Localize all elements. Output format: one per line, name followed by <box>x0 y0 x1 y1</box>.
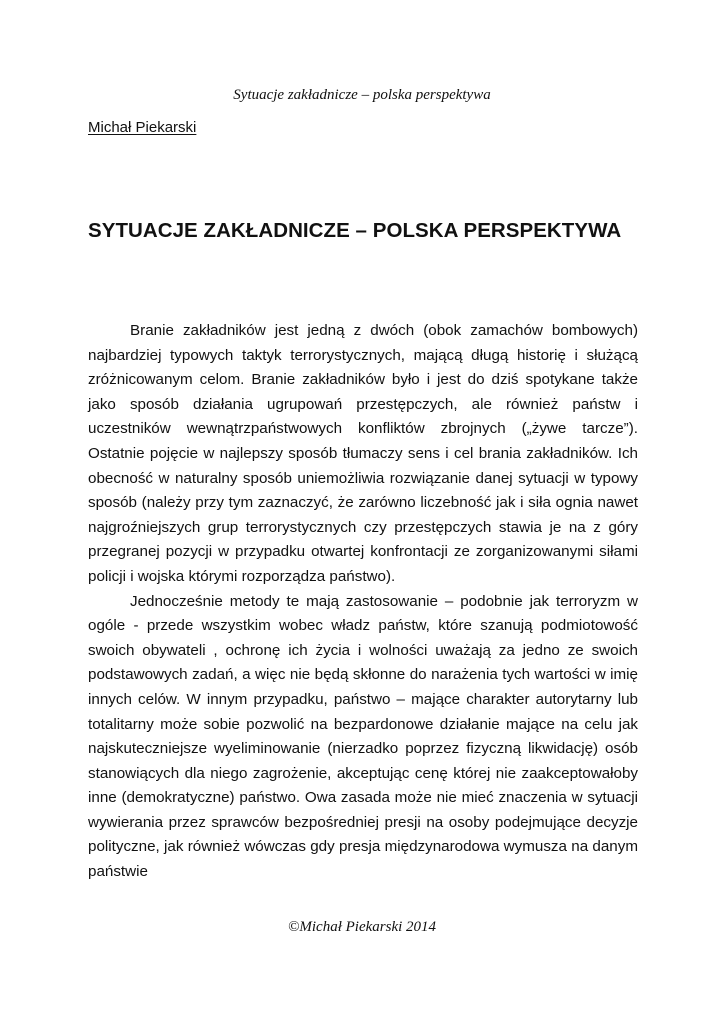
body-text <box>88 319 638 885</box>
document-title: SYTUACJE ZAKŁADNICZE – POLSKA PERSPEKTYWA <box>88 219 622 242</box>
author-name: Michał Piekarski <box>88 119 197 136</box>
paragraph-1: Branie zakładników jest jedną z dwóch (obok zamachów bombowych) najbardziej typowych taktyk terrorystycznych, mającą długą historię i służącą zróżnicowanym celom. Branie zakładników było i jest do dziś spotykane także jako sposób działania ugrupowań przestępczych, ale również państw i uczestników wewnątrzpaństwowych konfliktów zbrojnych („żywe tarcze”). Ostatnie pojęcie w najlepszy sposób tłumaczy sens i cel brania zakładników. Ich obecność w naturalny sposób uniemożliwia rozwiązanie danej sytuacji w typowy sposób (należy przy tym zaznaczyć, że zarówno liczebność jak i siła ognia nawet najgroźniejszych grup terrorystycznych czy przestępczych stawia je na z góry przegranej pozycji w przypadku otwartej konfrontacji ze zorganizowanymi siłami policji i wojska którymi rozporządza państwo). <box>88 322 638 585</box>
footer-copyright: ©Michał Piekarski 2014 <box>287 919 437 935</box>
paragraph-2: Jednocześnie metody te mają zastosowanie – podobnie jak terroryzm w ogóle - przede wszystkim wobec władz państw, które szanują podmiotowość swoich obywateli , ochronę ich życia i wolności uważają za jedno ze swoich podstawowych zadań, a więc nie będą skłonne do narażenia tych wartości w imię innych celów. W innym przypadku, państwo – mające charakter autorytarny lub totalitarny może sobie pozwolić na bezpardonowe działanie mające na celu jak najskuteczniejsze wyeliminowanie (nierzadko poprzez fizyczną likwidację) osób stanowiących dla niego zagrożenie, akceptując cenę której nie zaakceptowałoby inne (demokratyczne) państwo. Owa zasada może nie mieć znaczenia w sytuacji wywierania przez sprawców bezpośredniej presji na osoby podejmujące decyzje polityczne, jak również wówczas gdy presja międzynarodowa wymusza na danym państwie <box>88 592 638 881</box>
running-header: Sytuacje zakładnicze – polska perspektywa <box>233 87 491 103</box>
